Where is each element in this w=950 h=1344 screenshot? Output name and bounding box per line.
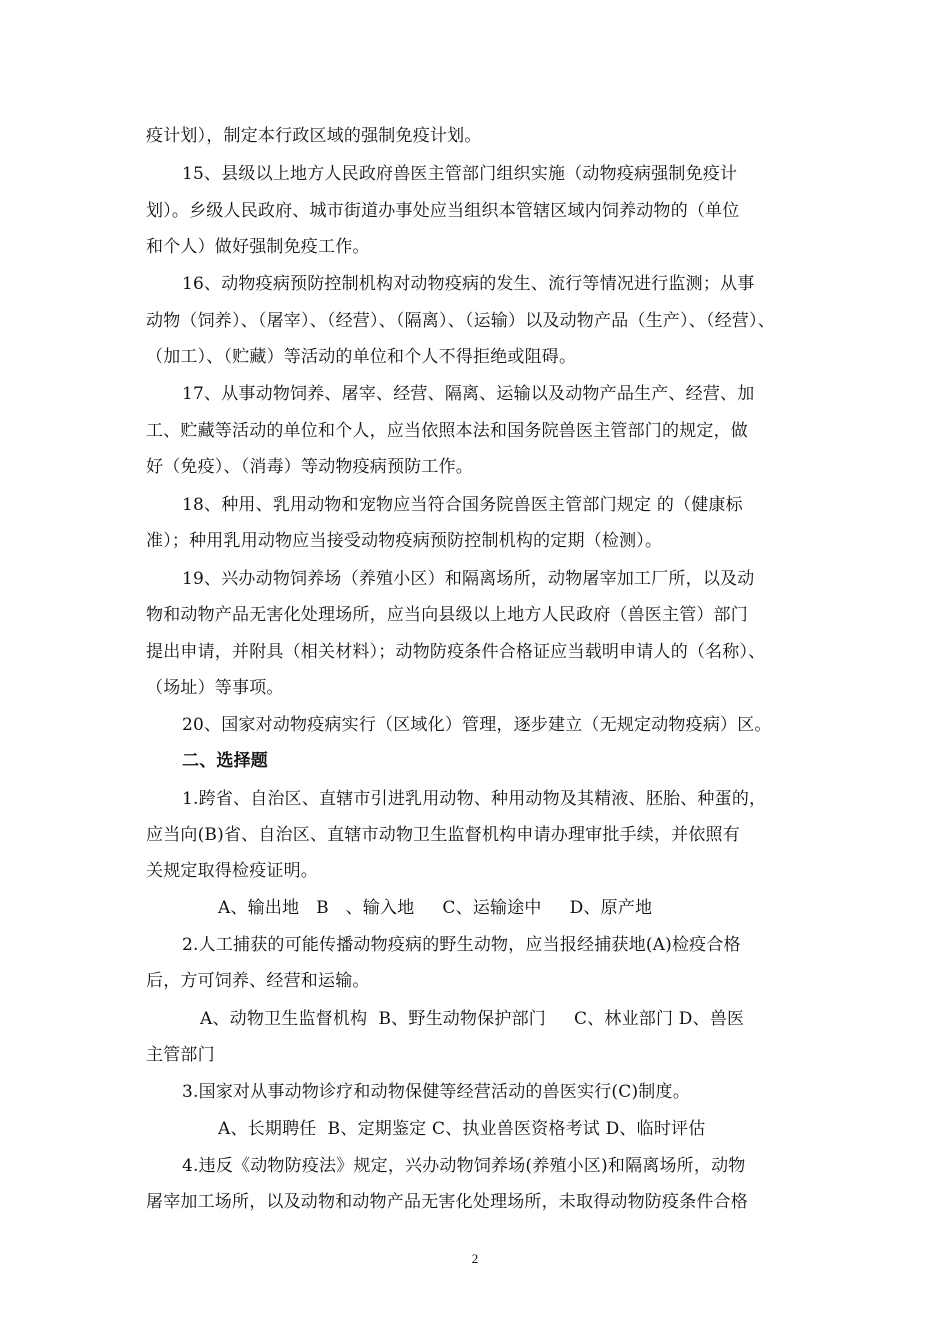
text-line: 20、国家对动物疫病实行（区域化）管理，逐步建立（无规定动物疫病）区。	[182, 715, 772, 735]
answer-options: A、输出地 B 、输入地 C、运输途中 D、原产地	[218, 898, 653, 918]
text-line: 动物（饲养）、（屠宰）、（经营）、（隔离）、（运输）以及动物产品（生产）、（经营）、	[146, 311, 775, 331]
text-line: 屠宰加工场所，以及动物和动物产品无害化处理场所，未取得动物防疫条件合格	[146, 1192, 748, 1212]
text-line: 3.国家对从事动物诊疗和动物保健等经营活动的兽医实行(C)制度。	[182, 1082, 690, 1102]
text-line: 2.人工捕获的可能传播动物疫病的野生动物，应当报经捕获地(A)检疫合格	[182, 935, 741, 955]
text-line: 18、种用、乳用动物和宠物应当符合国务院兽医主管部门规定 的（健康标	[182, 495, 743, 515]
text-line: 好（免疫）、（消毒）等动物疫病预防工作。	[146, 457, 473, 477]
text-line: 4.违反《动物防疫法》规定，兴办动物饲养场(养殖小区)和隔离场所，动物	[182, 1156, 746, 1176]
text-line: 1.跨省、自治区、直辖市引进乳用动物、种用动物及其精液、胚胎、种蛋的，	[182, 789, 767, 809]
text-line: 15、县级以上地方人民政府兽医主管部门组织实施（动物疫病强制免疫计	[182, 164, 738, 184]
text-line: 疫计划），制定本行政区域的强制免疫计划。	[146, 126, 482, 146]
text-line: 19、兴办动物饲养场（养殖小区）和隔离场所，动物屠宰加工厂所，以及动	[182, 569, 755, 589]
section-heading: 二、选择题	[182, 751, 268, 771]
text-line: 关规定取得检疫证明。	[146, 861, 318, 881]
text-line: 提出申请，并附具（相关材料）；动物防疫条件合格证应当载明申请人的（名称）、	[146, 642, 766, 662]
page-number: 2	[471, 1251, 479, 1266]
answer-options: A、长期聘任 B、定期鉴定 C、执业兽医资格考试 D、临时评估	[218, 1119, 706, 1139]
text-line: 工、贮藏等活动的单位和个人，应当依照本法和国务院兽医主管部门的规定，做	[146, 421, 748, 441]
text-line: 16、动物疫病预防控制机构对动物疫病的发生、流行等情况进行监测；从事	[182, 274, 755, 294]
text-line: 主管部门	[146, 1045, 215, 1065]
text-line: （场址）等事项。	[146, 678, 284, 698]
text-line: 准）；种用乳用动物应当接受动物疫病预防控制机构的定期（检测）。	[146, 531, 663, 551]
text-line: 应当向(B)省、自治区、直辖市动物卫生监督机构申请办理审批手续，并依照有	[146, 825, 740, 845]
answer-options: A、动物卫生监督机构 B、野生动物保护部门 C、林业部门 D、兽医	[200, 1009, 745, 1029]
text-line: 划）。乡级人民政府、城市街道办事处应当组织本管辖区域内饲养动物的（单位	[146, 201, 740, 221]
text-line: 17、从事动物饲养、屠宰、经营、隔离、运输以及动物产品生产、经营、加	[182, 384, 755, 404]
text-line: （加工）、（贮藏）等活动的单位和个人不得拒绝或阻碍。	[146, 347, 577, 367]
text-line: 后，方可饲养、经营和运输。	[146, 971, 370, 991]
text-line: 和个人）做好强制免疫工作。	[146, 237, 370, 257]
text-line: 物和动物产品无害化处理场所，应当向县级以上地方人民政府（兽医主管）部门	[146, 605, 748, 625]
